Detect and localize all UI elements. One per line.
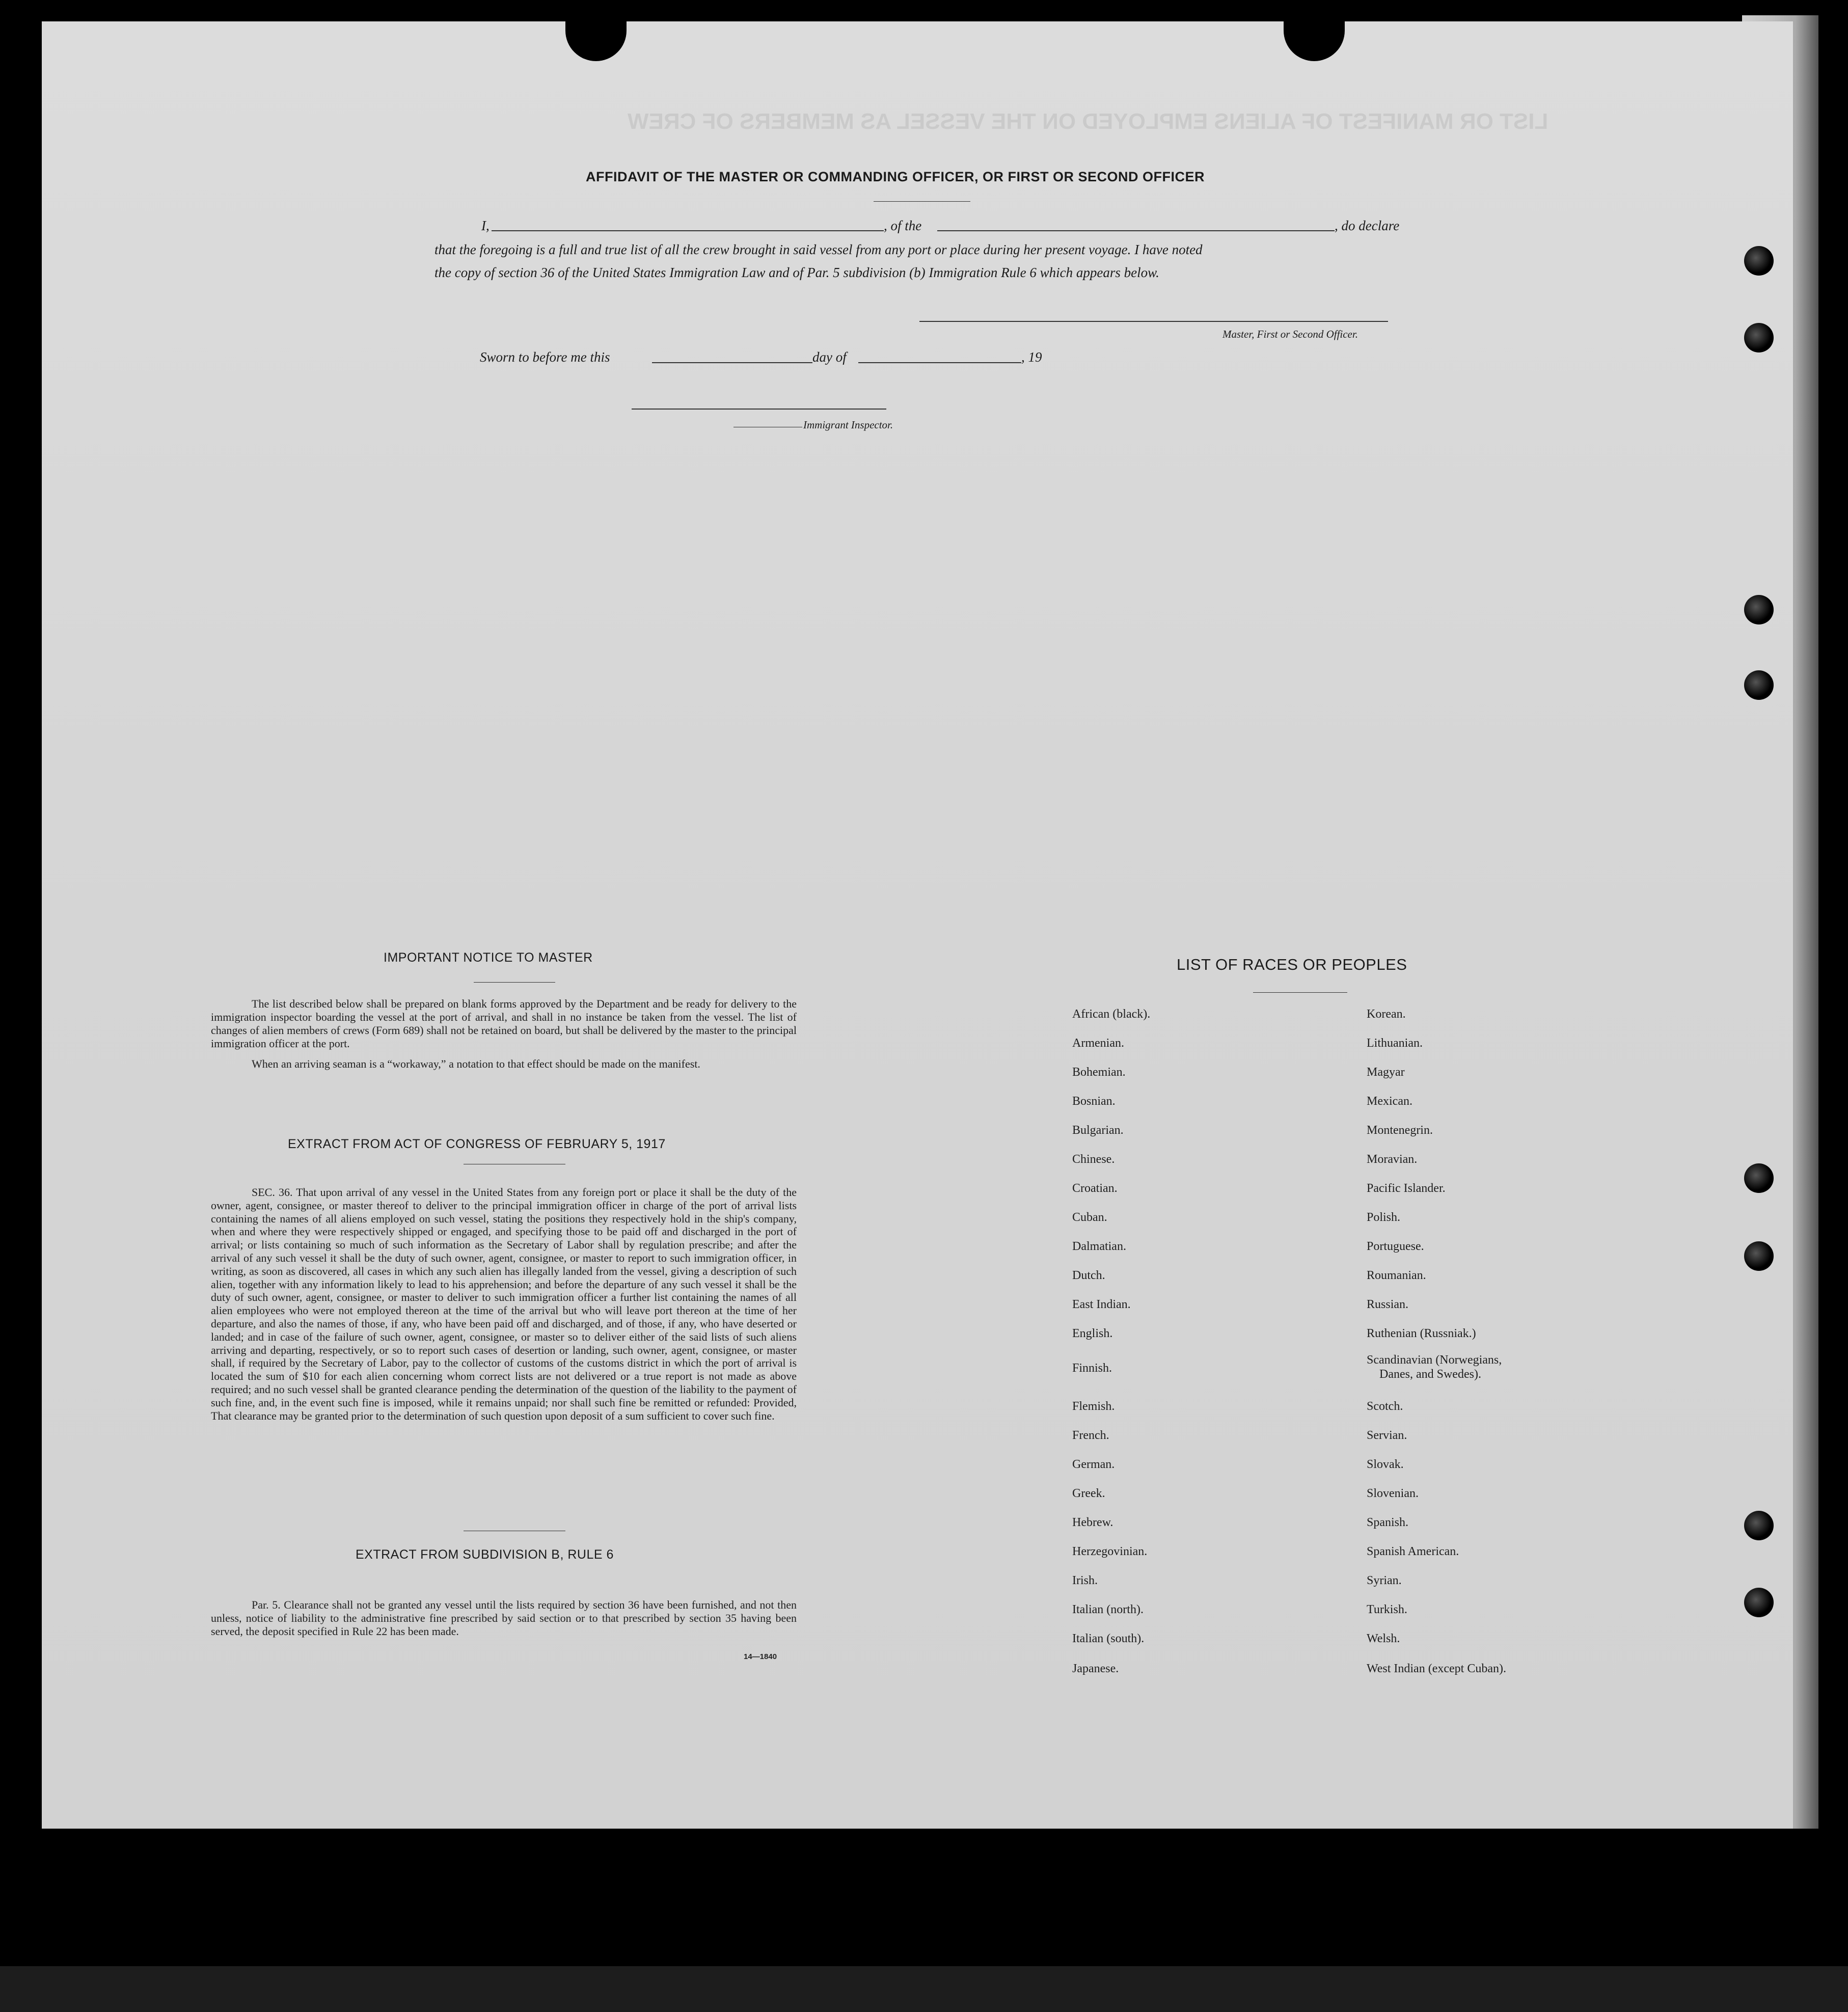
race-item: Herzegovinian. [1072, 1545, 1148, 1558]
signature-line [919, 321, 1388, 322]
extract-rule-title: EXTRACT FROM SUBDIVISION B, RULE 6 [356, 1547, 614, 1562]
races-title-underline [1253, 992, 1347, 993]
race-item: Japanese. [1072, 1662, 1119, 1675]
race-item: Finnish. [1072, 1362, 1112, 1375]
race-item: Moravian. [1367, 1153, 1418, 1166]
binder-hole [1744, 1163, 1774, 1193]
race-item: Scandinavian (Norwegians, [1367, 1353, 1502, 1367]
race-item: Chinese. [1072, 1153, 1115, 1166]
race-item: Roumanian. [1367, 1269, 1426, 1282]
sworn-label: Sworn to before me this [480, 349, 610, 365]
rule-6-text: Par. 5. Clearance shall not be granted any vessel until the lists required by section 36 have been furnished, and not then unless, notice of liability to the administrative fine prescribed by said section or to that prescribed by section 35 having been served, the deposit specified in Rule 22 has been made. [211, 1598, 797, 1638]
day-of-label: day of [812, 349, 847, 365]
notice-title-underline [474, 982, 555, 983]
race-item: Portuguese. [1367, 1240, 1424, 1253]
affidavit-i-label: I, [481, 218, 490, 233]
race-item: Armenian. [1072, 1037, 1124, 1050]
bottom-band [0, 1966, 1848, 2012]
race-item: Bosnian. [1072, 1095, 1116, 1108]
race-item: English. [1072, 1327, 1113, 1340]
notice-body [211, 997, 797, 1071]
title-underline [874, 201, 970, 202]
race-item: Mexican. [1367, 1095, 1412, 1108]
race-item: Pacific Islander. [1367, 1182, 1446, 1195]
section-36-text: SEC. 36. That upon arrival of any vessel in the United States from any foreign port or place it shall be the duty of the owner, agent, consignee, or master thereof to deliver to the principal immigration officer in charge of the port of arrival lists containing the names of all aliens employed on such vessel, stating the positions they respectively hold in the ship's company, when and where they were respectively shipped or engaged, and specifying those to be paid off and discharged in the port of arrival; or lists containing so much of such information as the Secretary of Labor shall by regulation prescribe; and after the arrival of any such vessel it shall be the duty of such owner, agent, consignee, or master to report to such immigration officer, in writing, as soon as discovered, all cases in which any such alien has illegally landed from the vessel, giving a description of such alien, together with any information likely to lead to his apprehension; and before the departure of any such vessel it shall be the duty of such owner, agent, consignee, or master to deliver to such immigration officer a further list containing the names of all alien employees who were not employed thereon at the time of the arrival but who will leave port thereon at the time of her departure, and also the names of those, if any, who have been paid off and discharged, and of those, if any, who have deserted or landed; and in case of the failure of such owner, agent, consignee, or master so to deliver either of the said lists of such aliens arriving and departing, respectively, or so to report such cases of desertion or landing, such owner, agent, consignee, or master shall, if required by the Secretary of Labor, pay to the collector of customs of the customs district in which the port of arrival is located the sum of $10 for each alien concerning whom correct lists are not delivered or a true report is not made as above required; and no such vessel shall be granted clearance pending the determination of the question of the liability to the payment of such fine, and, in the event such fine is imposed, while it remains unpaid; nor shall such fine be remitted or refunded: Provided, That clearance may be granted prior to the determination of such question upon deposit of a sum sufficient to cover such fine. [211, 1186, 797, 1422]
race-item: Slovenian. [1367, 1487, 1419, 1500]
race-item: Slovak. [1367, 1458, 1404, 1471]
document-sheet [42, 21, 1793, 1829]
race-item: Greek. [1072, 1487, 1105, 1500]
race-item: Polish. [1367, 1211, 1401, 1224]
race-item: Welsh. [1367, 1632, 1400, 1645]
notice-paragraph-1: The list described below shall be prepared on blank forms approved by the Department and be ready for delivery to the immigration inspector boarding the vessel at the port of arrival, and shall in no instance be taken from the vessel. The list of changes of alien members of crews (Form 689) shall not be retained on board, but shall be delivered by the master to the principal immigration officer at the port. [211, 997, 797, 1050]
race-item: Dalmatian. [1072, 1240, 1126, 1253]
race-item: Montenegrin. [1367, 1124, 1433, 1137]
race-item: Servian. [1367, 1429, 1407, 1442]
month-blank-line [858, 362, 1021, 363]
race-item: West Indian (except Cuban). [1367, 1662, 1506, 1675]
race-item: Scotch. [1367, 1400, 1403, 1413]
inspector-caption: Immigrant Inspector. [803, 419, 893, 431]
vessel-blank-line [937, 230, 1335, 231]
section-36-body [211, 1186, 797, 1422]
binder-hole [1744, 1511, 1774, 1540]
race-item: Bulgarian. [1072, 1124, 1124, 1137]
binder-hole [1744, 670, 1774, 700]
binder-hole [1744, 323, 1774, 352]
race-item: Cuban. [1072, 1211, 1107, 1224]
races-title: LIST OF RACES OR PEOPLES [1177, 956, 1407, 973]
year-label: , 19 [1021, 349, 1042, 365]
day-blank-line [652, 362, 812, 363]
binder-hole [1744, 246, 1774, 276]
race-item: African (black). [1072, 1008, 1151, 1021]
race-item: Dutch. [1072, 1269, 1105, 1282]
extract-act-title: EXTRACT FROM ACT OF CONGRESS OF FEBRUARY 5, 1917 [288, 1137, 666, 1151]
signature-caption: Master, First or Second Officer. [1222, 328, 1358, 340]
race-item: Turkish. [1367, 1603, 1407, 1616]
race-item: Hebrew. [1072, 1516, 1113, 1529]
notice-title: IMPORTANT NOTICE TO MASTER [384, 950, 593, 965]
race-item: Ruthenian (Russniak.) [1367, 1327, 1476, 1340]
affidavit-declare-label: , do declare [1335, 218, 1400, 233]
show-through-text: LIST OR MANIFEST OF ALIENS EMPLOYED ON THE VESSEL AS MEMBERS OF CREW [628, 109, 1548, 134]
race-item: Italian (south). [1072, 1632, 1145, 1645]
form-number: 14—1840 [744, 1652, 777, 1661]
binder-hole [1744, 1241, 1774, 1271]
inspector-signature-line [632, 409, 886, 410]
binder-hole [1744, 595, 1774, 624]
race-item: German. [1072, 1458, 1115, 1471]
race-item: Magyar [1367, 1066, 1405, 1079]
notice-paragraph-2: When an arriving seaman is a “workaway,” a notation to that effect should be made on the manifest. [252, 1057, 700, 1070]
name-blank-line [492, 230, 884, 231]
affidavit-line-1: that the foregoing is a full and true list of all the crew brought in said vessel from any port or place during her present voyage. I have noted [434, 242, 1203, 257]
race-item: Lithuanian. [1367, 1037, 1423, 1050]
race-item: Spanish. [1367, 1516, 1409, 1529]
race-item: East Indian. [1072, 1298, 1131, 1311]
affidavit-of-the-label: , of the [884, 218, 922, 233]
affidavit-title: AFFIDAVIT OF THE MASTER OR COMMANDING OFFICER, OR FIRST OR SECOND OFFICER [586, 169, 1205, 184]
race-item: Bohemian. [1072, 1066, 1126, 1079]
race-item: Croatian. [1072, 1182, 1118, 1195]
race-item: Italian (north). [1072, 1603, 1144, 1616]
race-item: Spanish American. [1367, 1545, 1459, 1558]
affidavit-line-2: the copy of section 36 of the United States Immigration Law and of Par. 5 subdivision (b) Immigration Rule 6 which appears below. [434, 265, 1159, 280]
race-item: Danes, and Swedes). [1379, 1368, 1481, 1381]
race-item: Irish. [1072, 1574, 1098, 1587]
race-item: Syrian. [1367, 1574, 1402, 1587]
race-item: Korean. [1367, 1008, 1406, 1021]
rule-6-body [211, 1598, 797, 1638]
race-item: French. [1072, 1429, 1109, 1442]
race-item: Russian. [1367, 1298, 1409, 1311]
race-item: Flemish. [1072, 1400, 1115, 1413]
binder-hole [1744, 1588, 1774, 1617]
